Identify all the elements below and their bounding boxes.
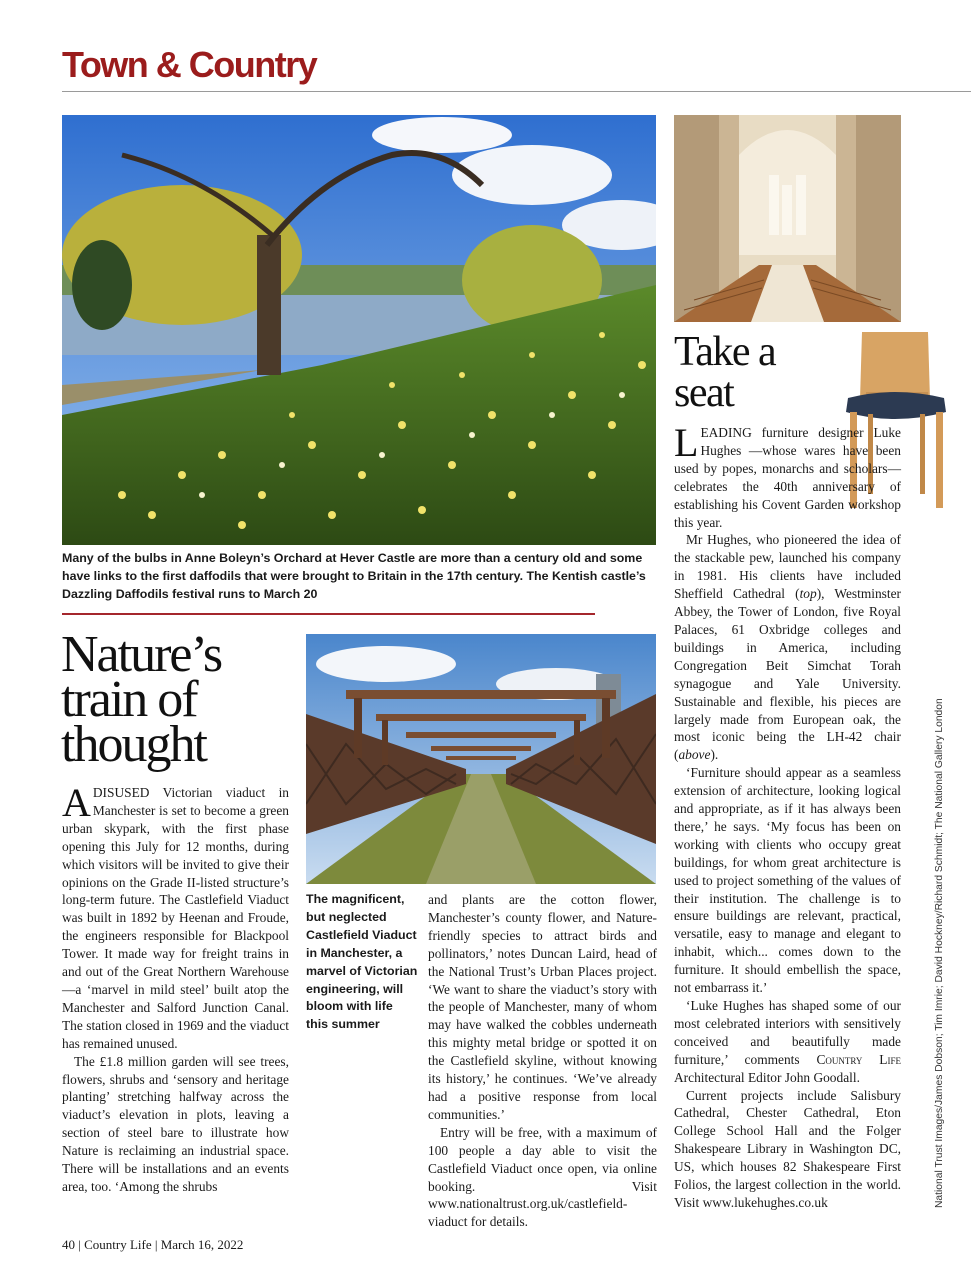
seat-paragraph-2-above: above xyxy=(678,747,711,763)
seat-paragraph-2 xyxy=(674,531,901,764)
viaduct-dropcap: A xyxy=(62,780,91,825)
seat-paragraph-2-c: ). xyxy=(710,747,719,763)
cathedral-photo xyxy=(674,115,901,322)
seat-paragraph-4-a: ‘Luke Hughes has shaped some of our most celebrated interiors with sensitively conceived and beautifully made furniture,’ comments xyxy=(674,998,901,1067)
viaduct-headline: Nature’s train of thought xyxy=(61,626,222,773)
seat-paragraph-4-magazine: Country Life xyxy=(816,1051,901,1067)
viaduct-paragraph-3: and plants are the cotton flower, Manchester’s county flower, and Nature-friendly species to attract birds and pollinators,’ notes Duncan Laird, head of the National Trust’s Urban Places project. ‘We want to share the viaduct’s story with the people of Manchester, many of whom may have walked the cobbles underneath this mighty metal bridge or spotted it on the Castlefield skyline, without knowing its history,’ he continues. ‘We’ve already had a positive response from local communities.’ xyxy=(428,892,657,1122)
seat-headline: Take a seat xyxy=(674,329,776,416)
viaduct-paragraph-1: Victorian viaduct in Manchester is set to become a green urban skypark, with the first phase opening this July for 12 months, during which visitors will be invited to give their opinions on the Grade II-listed structure’s long-term future. The Castlefield Viaduct was built in 1892 by Heenan and Froude, the engineers responsible for Blackpool Tower. It made way for freight trains in and out of the Great Northern Warehouse—a ‘marvel in mild steel’ built atop the Manchester and Salford Junction Canal. The station closed in 1969 and the viaduct has remained unused. xyxy=(62,785,289,1051)
seat-paragraph-4 xyxy=(674,997,901,1087)
seat-paragraph-2-b: ), Westminster Abbey, the Tower of London, five Royal Palaces, 61 Oxbridge colleges and buildings in America, including Congregation Beit Simchat Torah synagogue and Yale University. Sustainable and flexible, his pieces are largely made from European oak, the most iconic being the LH-42 chair ( xyxy=(674,586,901,763)
seat-paragraph-5: Current projects include Salisbury Cathedral, Chester Cathedral, Eton College School Hall and the Folger Shakespeare Library in Washington DC, US, which houses 82 Shakespeare First Folios, the largest collection in the world. Visit www.lukehughes.co.uk xyxy=(674,1087,901,1210)
viaduct-paragraph-2: The £1.8 million garden will see trees, flowers, shrubs and ‘sensory and heritage planting’ stretching halfway across the viaduct’s elevation in plots, leaving a section of steel bare to illustrate how Nature is reclaiming an industrial space. There will be installations and an events area, too. ‘Among the shrubs xyxy=(62,1053,289,1194)
viaduct-body-column-2 xyxy=(428,891,657,1231)
photo-credits: National Trust Images/James Dobson; Tim Imrie; David Hockney/Richard Schmidt; The National Gallery London xyxy=(934,698,945,1208)
seat-paragraph-2-top: top xyxy=(799,586,817,602)
page-footer: 40 | Country Life | March 16, 2022 xyxy=(62,1237,244,1252)
daffodils-caption: Many of the bulbs in Anne Boleyn’s Orchard at Hever Castle are more than a century old and some have links to the first daffodils that were brought to Britain in the 17th century. The Kentish castle’s Dazzling Daffodils festival runs to March 20 xyxy=(62,551,646,601)
viaduct-photo xyxy=(306,634,656,884)
daffodils-photo xyxy=(62,115,656,545)
viaduct-body-column-1 xyxy=(62,780,289,1196)
header-rule xyxy=(62,91,971,92)
viaduct-lead-smallcaps: DISUSED xyxy=(92,785,150,800)
seat-paragraph-1: furniture designer Luke Hughes —whose wares have been used by popes, monarchs and scholars—celebrates the 40th anniversary of establishing his Covent Garden workshop this year. xyxy=(674,425,901,530)
viaduct-photo-caption: The magnificent, but neglected Castlefield Viaduct in Manchester, a marvel of Victorian engineering, will bloom with life this summer xyxy=(306,892,418,1032)
seat-body-column xyxy=(674,420,901,1212)
seat-paragraph-3: ‘Furniture should appear as a seamless extension of architecture, looking logical and appropriate, as if it has always been there,’ he says. ‘My focus has been on working with clients who occupy great buildings, for whom great architecture is used to project something of the values of their institution. The challenge is to ensure buildings are relevant, practical, versatile, easy to manage and elegant to inhabit, which... comes down to the furniture. It should embellish the space, not embarrass it.’ xyxy=(674,765,901,996)
viaduct-paragraph-4: Entry will be free, with a maximum of 100 people a day able to visit the Castlefield Viaduct once open, via online booking. Visit www.nationaltrust.org.uk/castlefield-viaduct for details. xyxy=(428,1124,657,1230)
seat-paragraph-4-b: Architectural Editor John Goodall. xyxy=(674,1069,860,1085)
seat-paragraph-2-a: Mr Hughes, who pioneered the idea of the stackable pew, launched his company in 1981. His clients have included Sheffield Cathedral ( xyxy=(674,532,901,602)
section-divider xyxy=(62,613,595,615)
seat-dropcap: L xyxy=(674,420,699,465)
seat-lead-smallcaps: EADING xyxy=(700,425,752,440)
section-title: Town & Country xyxy=(62,44,317,85)
